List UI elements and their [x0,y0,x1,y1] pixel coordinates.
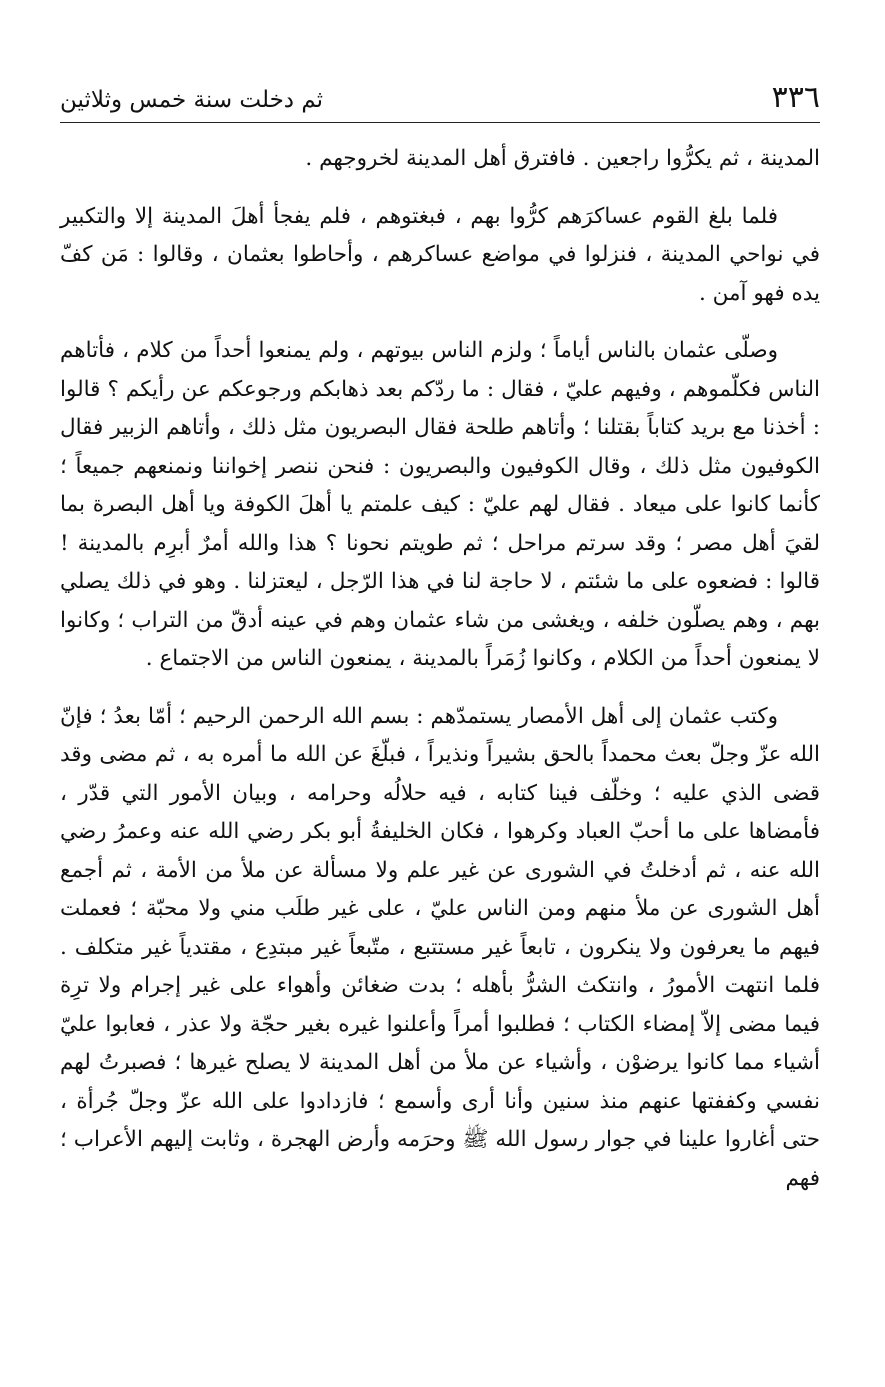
paragraph: وكتب عثمان إلى أهل الأمصار يستمدّهم : بسم الله الرحمن الرحيم ؛ أمّا بعدُ ؛ فإنّ الله عزّ وجلّ بعث محمداً بالحق بشيراً ونذيراً ، فبلّغَ عن الله ما أمره به ، ثم مضى وقد قضى الذي عليه ؛ وخلّف فينا كتابه ، فيه حلالُه وحرامه ، وبيان الأمور التي قدّر ، فأمضاها على ما أحبّ العباد وكرهوا ، فكان الخليفةُ أبو بكر رضي الله عنه وعمرُ رضي الله عنه ، ثم أدخلتُ في الشورى عن غير علم ولا مسألة عن ملأ من الأمة ، ثم أجمع أهل الشورى عن ملأ منهم ومن الناس عليّ ، على غير طلَب مني ولا محبّة ؛ فعملت فيهم ما يعرفون ولا ينكرون ، تابعاً غير مستتبع ، متّبعاً غير مبتدِع ، مقتدياً غير متكلف . فلما انتهت الأمورُ ، وانتكث الشرُّ بأهله ؛ بدت ضغائن وأهواء على غير إجرام ولا ترِة فيما مضى إلاّ إمضاء الكتاب ؛ فطلبوا أمراً وأعلنوا غيره بغير حجّة ولا عذر ، فعابوا عليّ أشياء مما كانوا يرضوْن ، وأشياء عن ملأ من أهل المدينة لا يصلح غيرها ؛ فصبرتُ لهم نفسي وكففتها عنهم منذ سنين وأنا أرى وأسمع ؛ فازدادوا على الله عزّ وجلّ جُرأة ، حتى أغاروا علينا في جوار رسول الله ﷺ وحرَمه وأرض الهجرة ، وثابت إليهم الأعراب ؛ فهم [60,703,820,1191]
paragraph: فلما بلغ القوم عساكرَهم كرُّوا بهم ، فبغتوهم ، فلم يفجأ أهلَ المدينة إلا والتكبير في نواحي المدينة ، فنزلوا في مواضع عساكرهم ، وأحاطوا بعثمان ، وقالوا : مَن كفّ يده فهو آمن . [60,203,820,306]
running-title: ثم دخلت سنة خمس وثلاثين [60,87,324,113]
body-text [60,140,820,1217]
paragraph: وصلّى عثمان بالناس أياماً ؛ ولزم الناس بيوتهم ، ولم يمنعوا أحداً من كلام ، فأتاهم الناس فكلّموهم ، وفيهم عليّ ، فقال : ما ردّكم بعد ذهابكم ورجوعكم عن رأيكم ؟ قالوا : أخذنا مع بريد كتاباً بقتلنا ؛ وأتاهم طلحة فقال البصريون مثل ذلك ، وأتاهم الزبير فقال الكوفيون مثل ذلك ، وقال الكوفيون والبصريون : فنحن ننصر إخواننا ونمنعهم جميعاً ؛ كأنما كانوا على ميعاد . فقال لهم عليّ : كيف علمتم يا أهلَ الكوفة ويا أهل البصرة بما لقيَ أهل مصر ؛ وقد سرتم مراحل ؛ ثم طويتم نحونا ؟ هذا والله أمرٌ أبرِم بالمدينة ! قالوا : فضعوه على ما شئتم ، لا حاجة لنا في هذا الرّجل ، ليعتزلنا . وهو في ذلك يصلي بهم ، وهم يصلّون خلفه ، ويغشى من شاء عثمان وهم في عينه أدقّ من التراب ؛ وكانوا لا يمنعون أحداً من الكلام ، وكانوا زُمَراً بالمدينة ، يمنعون الناس من الاجتماع . [60,338,820,671]
page-number: ٣٣٦ [771,80,820,115]
paragraph-continuation: المدينة ، ثم يكرُّوا راجعين . فافترق أهل المدينة لخروجهم . [305,146,820,171]
page-header [60,78,820,123]
